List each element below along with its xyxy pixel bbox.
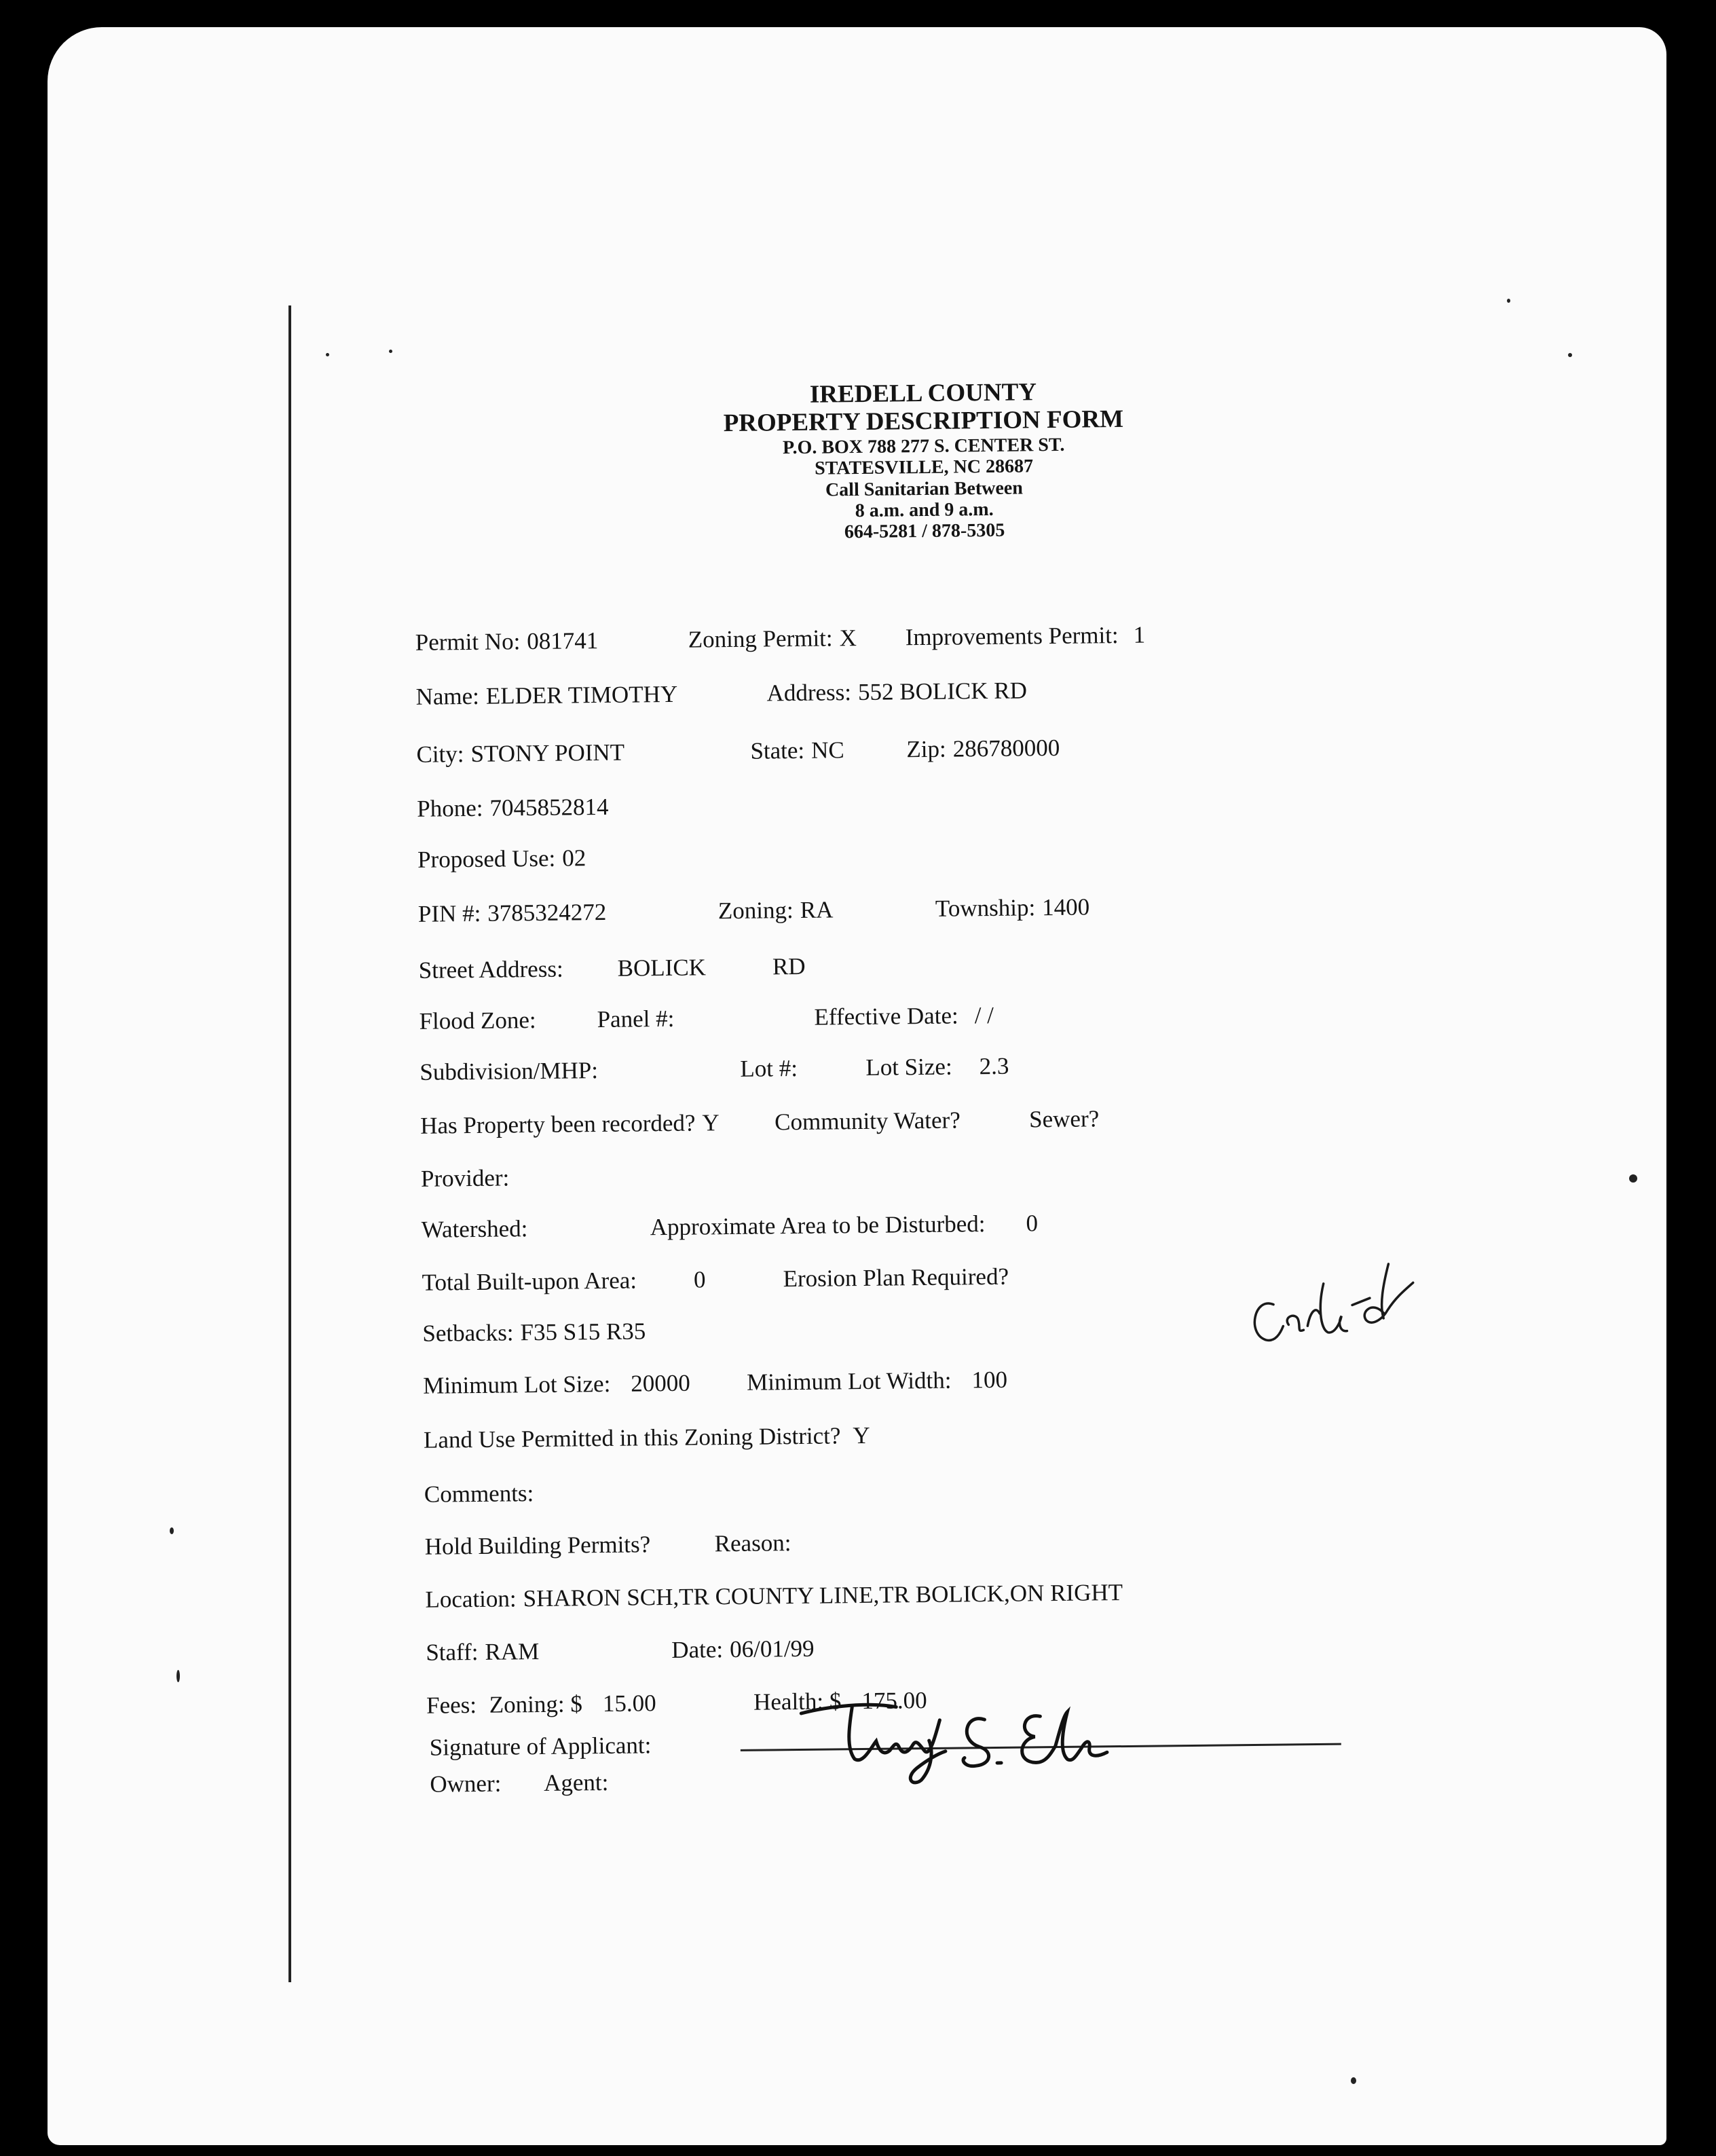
lot-no-field bbox=[740, 1055, 798, 1083]
scan-speck bbox=[1568, 353, 1572, 357]
recorded-value: Y bbox=[702, 1109, 720, 1136]
land-use-field bbox=[424, 1422, 870, 1454]
permit-no-field bbox=[415, 627, 599, 656]
zoning-permit-value: X bbox=[839, 625, 857, 652]
owner-agent-field bbox=[430, 1769, 608, 1798]
lot-size-value: 2.3 bbox=[979, 1052, 1009, 1080]
phone-field bbox=[417, 794, 609, 823]
zip-label: Zip: bbox=[906, 735, 946, 763]
setbacks-value: F35 S15 R35 bbox=[520, 1318, 646, 1346]
built-upon-field bbox=[422, 1266, 705, 1296]
proposed-use-label: Proposed Use: bbox=[417, 844, 556, 873]
zoning-field bbox=[718, 896, 834, 925]
improvements-permit-label: Improvements Permit: bbox=[905, 622, 1119, 651]
hold-permits-label: Hold Building Permits? bbox=[424, 1531, 651, 1560]
permit-no-label: Permit No: bbox=[415, 628, 521, 656]
subdivision-field bbox=[419, 1057, 598, 1086]
permit-no-value: 081741 bbox=[527, 627, 599, 655]
county-name: IREDELL COUNTY bbox=[809, 378, 1037, 409]
location-field bbox=[425, 1579, 1123, 1614]
city-field bbox=[416, 739, 624, 768]
flood-zone-label: Flood Zone: bbox=[419, 1007, 536, 1035]
flood-zone-field bbox=[419, 1007, 536, 1035]
name-field bbox=[415, 681, 677, 711]
form-title: PROPERTY DESCRIPTION FORM bbox=[723, 405, 1124, 438]
area-disturbed-value: 0 bbox=[1026, 1210, 1039, 1237]
name-value: ELDER TIMOTHY bbox=[485, 680, 678, 709]
recorded-label: Has Property been recorded? bbox=[419, 1109, 696, 1139]
built-upon-value: 0 bbox=[693, 1266, 706, 1293]
built-upon-label: Total Built-upon Area: bbox=[422, 1267, 637, 1296]
state-value: NC bbox=[810, 737, 844, 764]
zip-value: 286780000 bbox=[952, 734, 1060, 762]
comments-label: Comments: bbox=[424, 1480, 534, 1508]
owner-label: Owner: bbox=[430, 1770, 502, 1798]
call-hours: 8 a.m. and 9 a.m. bbox=[855, 498, 994, 522]
area-disturbed-label: Approximate Area to be Disturbed: bbox=[650, 1210, 986, 1241]
date-field bbox=[671, 1635, 815, 1664]
sewer-field bbox=[1029, 1105, 1099, 1133]
erosion-plan-field bbox=[783, 1263, 1009, 1293]
address-label: Address: bbox=[766, 679, 852, 707]
township-label: Township: bbox=[935, 894, 1036, 922]
provider-field bbox=[421, 1164, 510, 1192]
effective-date-field bbox=[814, 1002, 994, 1031]
min-lot-size-value: 20000 bbox=[631, 1369, 691, 1397]
handwritten-margin-note bbox=[1237, 1229, 1422, 1354]
min-lot-size-label: Minimum Lot Size: bbox=[423, 1370, 611, 1399]
improvements-permit-value: 1 bbox=[1133, 621, 1146, 648]
zip-field bbox=[906, 735, 1060, 763]
state-label: State: bbox=[750, 737, 805, 764]
reason-label: Reason: bbox=[714, 1529, 791, 1557]
erosion-plan-label: Erosion Plan Required? bbox=[783, 1263, 1009, 1293]
street-address-field bbox=[419, 953, 806, 984]
min-lot-width-value: 100 bbox=[971, 1366, 1008, 1394]
fees-health-value: 175.00 bbox=[861, 1687, 927, 1715]
panel-label: Panel #: bbox=[597, 1005, 675, 1033]
scan-speck bbox=[1351, 2077, 1356, 2084]
office-city: STATESVILLE, NC 28687 bbox=[815, 456, 1034, 479]
staff-field bbox=[426, 1638, 539, 1667]
proposed-use-field bbox=[417, 844, 586, 874]
lot-no-label: Lot #: bbox=[740, 1054, 798, 1082]
date-value: 06/01/99 bbox=[729, 1635, 815, 1663]
min-lot-width-label: Minimum Lot Width: bbox=[746, 1367, 952, 1396]
zoning-permit-label: Zoning Permit: bbox=[688, 625, 833, 653]
scan-speck bbox=[389, 350, 392, 353]
min-lot-width-field bbox=[747, 1367, 1007, 1396]
scan-speck bbox=[170, 1527, 174, 1534]
township-value: 1400 bbox=[1041, 893, 1090, 921]
watershed-label: Watershed: bbox=[421, 1215, 528, 1243]
street-address-suffix: RD bbox=[772, 952, 806, 980]
location-label: Location: bbox=[425, 1585, 517, 1613]
signature-label: Signature of Applicant: bbox=[429, 1732, 652, 1761]
zoning-permit-field bbox=[688, 625, 857, 654]
address-field bbox=[766, 677, 1027, 707]
community-water-field bbox=[775, 1107, 960, 1136]
call-instructions: Call Sanitarian Between bbox=[825, 477, 1024, 501]
zoning-label: Zoning: bbox=[717, 897, 794, 925]
zoning-value: RA bbox=[800, 896, 834, 923]
name-label: Name: bbox=[415, 682, 480, 710]
fees-label: Fees: bbox=[426, 1692, 477, 1719]
pin-field bbox=[418, 899, 607, 928]
fees-zoning-value: 15.00 bbox=[602, 1690, 656, 1717]
office-phone: 664-5281 / 878-5305 bbox=[844, 520, 1005, 543]
street-address-value: BOLICK bbox=[617, 954, 707, 982]
land-use-label: Land Use Permitted in this Zoning District? bbox=[423, 1422, 841, 1453]
scan-speck bbox=[1629, 1174, 1637, 1183]
fees-health-label: Health: $ bbox=[753, 1688, 842, 1715]
subdivision-label: Subdivision/MHP: bbox=[419, 1057, 599, 1085]
improvements-permit-field bbox=[906, 622, 1146, 652]
effective-date-value: / / bbox=[974, 1001, 994, 1029]
comments-field bbox=[424, 1480, 534, 1508]
setbacks-label: Setbacks: bbox=[422, 1319, 514, 1347]
watershed-field bbox=[422, 1215, 528, 1244]
land-use-value: Y bbox=[853, 1421, 870, 1449]
scanned-page bbox=[48, 27, 1666, 2145]
reason-field bbox=[714, 1529, 791, 1557]
effective-date-label: Effective Date: bbox=[814, 1002, 958, 1030]
scan-speck bbox=[176, 1670, 180, 1682]
office-address: P.O. BOX 788 277 S. CENTER ST. bbox=[782, 434, 1065, 459]
min-lot-size-field bbox=[423, 1370, 690, 1400]
setbacks-field bbox=[422, 1318, 646, 1347]
street-address-label: Street Address: bbox=[418, 955, 563, 984]
area-disturbed-field bbox=[650, 1210, 1039, 1241]
pin-label: PIN #: bbox=[417, 899, 481, 927]
phone-value: 7045852814 bbox=[489, 793, 609, 821]
recorded-field bbox=[420, 1109, 720, 1140]
scan-speck bbox=[326, 353, 329, 356]
sewer-label: Sewer? bbox=[1028, 1105, 1100, 1133]
township-field bbox=[935, 893, 1090, 922]
staff-label: Staff: bbox=[426, 1638, 479, 1666]
signature-field bbox=[430, 1732, 652, 1761]
location-value: SHARON SCH,TR COUNTY LINE,TR BOLICK,ON RIGHT bbox=[523, 1579, 1123, 1612]
lot-size-label: Lot Size: bbox=[865, 1053, 952, 1081]
hold-permits-field bbox=[424, 1531, 650, 1560]
phone-label: Phone: bbox=[417, 794, 483, 822]
proposed-use-value: 02 bbox=[562, 844, 586, 872]
lot-size-field bbox=[865, 1053, 1009, 1081]
pin-value: 3785324272 bbox=[487, 898, 607, 927]
form-header bbox=[584, 376, 1264, 546]
agent-label: Agent: bbox=[543, 1768, 609, 1796]
applicant-signature bbox=[787, 1691, 1114, 1789]
panel-field bbox=[597, 1005, 674, 1033]
provider-label: Provider: bbox=[420, 1164, 510, 1192]
city-label: City: bbox=[416, 741, 464, 768]
scan-speck bbox=[1507, 299, 1510, 303]
date-label: Date: bbox=[671, 1636, 724, 1663]
fees-field bbox=[426, 1690, 656, 1720]
state-field bbox=[750, 737, 844, 764]
property-description-form bbox=[48, 27, 1666, 2145]
fees-zoning-label: Zoning: $ bbox=[489, 1690, 583, 1718]
staff-value: RAM bbox=[485, 1638, 540, 1665]
city-value: STONY POINT bbox=[470, 739, 625, 768]
community-water-label: Community Water? bbox=[774, 1107, 960, 1136]
address-value: 552 BOLICK RD bbox=[857, 677, 1028, 706]
